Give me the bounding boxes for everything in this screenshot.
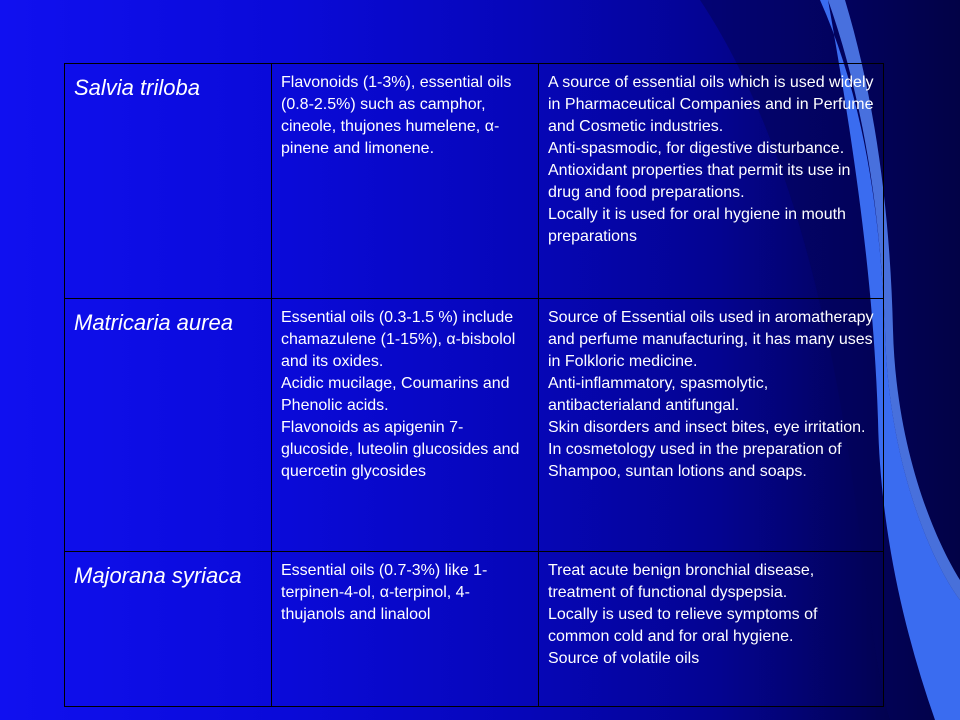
table-row: [65, 299, 884, 552]
table-row: [65, 552, 884, 707]
use-line: Locally is used to relieve symptoms of common cold and for oral hygiene.: [548, 606, 818, 645]
plant-name: Majorana syriaca: [74, 563, 242, 588]
composition-text: Essential oils (0.7-3%) like 1-terpinen-4-ol, α-terpinol, 4-thujanols and linalool: [281, 562, 488, 623]
use-line: Locally it is used for oral hygiene in mouth preparations: [548, 206, 846, 245]
composition-line: Acidic mucilage, Coumarins and Phenolic acids.: [281, 375, 510, 414]
uses-cell: [539, 299, 884, 552]
composition-text: Flavonoids (1-3%), essential oils (0.8-2.5%) such as camphor, cineole, thujones humelene, α-pinene and limonene.: [281, 74, 512, 157]
plant-name-cell: [65, 64, 272, 299]
composition-cell: [272, 299, 539, 552]
uses-cell: [539, 552, 884, 707]
use-line: Anti-inflammatory, spasmolytic, antibacterialand antifungal.: [548, 375, 769, 414]
use-line: In cosmetology used in the preparation of: [548, 441, 842, 458]
plant-name-cell: [65, 552, 272, 707]
table-row: [65, 64, 884, 299]
plant-name: Salvia triloba: [74, 75, 200, 100]
composition-line: Essential oils (0.3-1.5 %) include chamazulene (1-15%), α-bisbolol and its oxides.: [281, 309, 516, 370]
plant-table-container: [64, 63, 884, 707]
use-line: Source of volatile oils: [548, 650, 700, 667]
composition-cell: [272, 64, 539, 299]
plant-name: Matricaria aurea: [74, 310, 233, 335]
use-line: Skin disorders and insect bites, eye irritation.: [548, 419, 866, 436]
use-line: Anti-spasmodic, for digestive disturbance.: [548, 140, 845, 157]
use-line: Antioxidant properties that permit its use in drug and food preparations.: [548, 162, 851, 201]
plant-name-cell: [65, 299, 272, 552]
plant-table: [64, 63, 884, 707]
uses-cell: [539, 64, 884, 299]
use-line: A source of essential oils which is used widely in Pharmaceutical Companies and in Perfume and Cosmetic industries.: [548, 74, 874, 135]
composition-cell: [272, 552, 539, 707]
use-line: Shampoo, suntan lotions and soaps.: [548, 463, 807, 480]
use-line: Treat acute benign bronchial disease, treatment of functional dyspepsia.: [548, 562, 815, 601]
composition-line: Flavonoids as apigenin 7-glucoside, luteolin glucosides and quercetin glycosides: [281, 419, 520, 480]
use-line: Source of Essential oils used in aromatherapy and perfume manufacturing, it has many uses in Folkloric medicine.: [548, 309, 874, 370]
